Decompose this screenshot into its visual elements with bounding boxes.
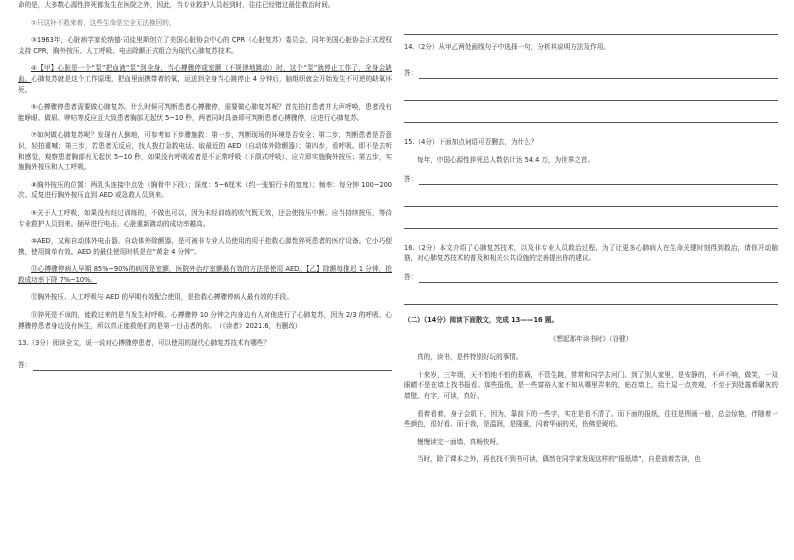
paragraph-10 <box>18 264 392 285</box>
underlined-sentence-jia: ④【甲】心脏是一个“泵”把血液“泵”到全身，当心搏骤停或室颤（不规律地跳动）时，这个“泵”就停止工作了，全身会缺血。 <box>18 64 392 83</box>
prose-title: 《想起那年读书时》（谷健） <box>549 334 633 343</box>
section-heading: （二）（14分）阅读下面散文，完成 13——16 题。 <box>404 315 559 324</box>
paragraph-7: ⑧胸外按压的位置：两乳头连接中点处（胸骨中下段）；深度：5~6厘米（约一张银行卡的宽度）；频率：每分钟 100~200 次。反复进行胸外按压直到 AED 或急救人员到来。 <box>18 180 392 200</box>
question-14: 14.（2分）从甲乙两处画线句子中选择一句，分析其说明方法及作用。 <box>404 43 610 51</box>
paragraph-6: ⑦如何做心肺复苏呢？发现有人倒地，可参考如下步骤施救：第一步，判断现场的环境是否安全；第二步，判断患者是否意识，轻拍重喊；第三步，若患者无反应，找人拨打急救电话、取最近的 AED（自动体外除颤器）；第四步，看呼吸。即不是去听和感觉，观察患者胸部有无起伏 5~10 秒，如果没有呼吸或者是不正常呼吸（下颌式呼吸），应立即实施胸外按压；第五步，实施胸外按压和人工呼吸。 <box>18 131 392 172</box>
answer-line-16[interactable] <box>404 271 778 283</box>
answer-label: 答： <box>404 273 418 282</box>
prose-paragraph-3: 看着看着，身子会肌下，因为，靠前下的一些字，实在是看不清了。而下面的报纸，往往是图画一般，总会惊艳，伴随着一些颜色，很好看。而于我，是温润，是隆重，闪着华丽的光，伤佛是琥珀。 <box>404 409 778 429</box>
paragraph-3: ③1963年，心脏病学家伦纳德·司徒里斯创立了美国心脏协会中心的 CPR（心脏复苏）委员会，同年美国心脏协会正式授权支持 CPR，胸外按压、人工呼吸、电击除颤正式组合为现代心肺复苏技术。 <box>18 36 392 55</box>
paragraph-9: ⑩AED，又称自动体外电击器、自动体外除颤器，是可被非专业人员使用的用于抢救心源性猝死患者的医疗设备。它小巧便携，使用简单有效。AED 的最佳使用时机是在“黄金 4 分钟”。 <box>18 237 392 256</box>
prose-paragraph-1: 真的，读书，是件特别好玩的事情。 <box>417 353 523 362</box>
answer-line-14[interactable] <box>404 67 778 79</box>
answer-line-16b[interactable] <box>404 290 778 305</box>
answer-blank[interactable] <box>33 361 392 371</box>
answer-label: 答： <box>404 69 418 77</box>
question-15: 15.（4分）下面加点词语可否删去，为什么？ <box>404 137 538 146</box>
answer-blank[interactable] <box>419 69 778 79</box>
paragraph-8: ⑨关于人工呼吸，如果没有经过训练的，不做也可以，因为未经训练的吹气既无效，还会使按压中断。应当持续按压，等待专业救护人员到来。插早进行电击，心脏重新跳动的成功率越高。 <box>18 208 392 228</box>
prose-paragraph-2: 十来岁，三年级，天不怕地不怕的惹祸，不管生跳，常常和同学去河门。到了别人家里，是安静的，不声不响，做笑，一双眼睛不是在墙上找书报看。那些报纸，是一些富裕人家不知从哪里弄来的，贴在墙上，给土屋一点亮观，不至于到处露着碾灰的墙壁。有字，可读，真好。 <box>404 370 778 400</box>
paragraph-12: ⑬猝死是不该的，能救过来的是当发生时呼吸、心搏骤停 10 分钟之内身边有人对他进行了心肺复苏，因为 2/3 的呼吸、心搏骤停患者身边没有医生，所以真正能救他们的是第一目击者的你。 （《读者》2021.6，有删改） <box>18 311 392 330</box>
answer-line-14b[interactable] <box>404 86 778 101</box>
paragraph-2: ②只这补不救来着，这些生命是完全无法挽回的。 <box>31 18 176 27</box>
answer-label: 答： <box>18 361 32 370</box>
paragraph-5: ⑤心搏骤停患者需要做心肺复苏。什么时候可判断患者心搏骤停，需要做心肺复苏呢？首先拍打患者并大声呼唤，患者没有能睁眼、做眉、咿咕等反应且大致患者胸部无起伏 5~10 秒，两者同时具备即可判断患者心搏骤停，应进行心肺复苏。 <box>18 103 392 122</box>
answer-line-15b[interactable] <box>404 192 778 207</box>
left-column <box>18 0 392 378</box>
prose-paragraph-5: 当时，除了课本之外，再也找不到书可读，偶然在同学家发现这样的“报纸墙”，自是放着苦读，也 <box>417 455 701 464</box>
answer-blank[interactable] <box>419 273 778 283</box>
underlined-sentence-yi: ⑪心搏骤停病人早期 85%~90%的病因是室颤，医院外治疗室颤最有效的方法是使用 AED。【乙】除颤每推迟 1 分钟，抢救成功率下降 7%~10%。 <box>18 265 392 284</box>
question-16: 16.（2分）本文介绍了心肺复苏技术，以及非专业人员救治过程，为了让更多心肺病人在生命关键时刻得到救治，请你开动脑筋，对心肺复苏技术的普及和相关公共设施的完善提出你的建议。 <box>404 243 778 263</box>
paragraph-4 <box>18 63 392 95</box>
answer-blank[interactable] <box>419 175 778 185</box>
answer-line-15c[interactable] <box>404 214 778 229</box>
paragraph-11: ⑫胸外按压、人工呼吸与 AED 的早期有效配合使用，是抢救心搏骤停病人最有效的手段。 <box>31 293 293 302</box>
right-column <box>404 0 778 472</box>
answer-line-15[interactable] <box>404 173 778 185</box>
answer-label: 答： <box>404 175 418 184</box>
paragraph-1: 命的是，大多数心源性猝死都发生在医院之外，因此，当专业救护人员赶到时，往往已经错过最佳救治时间。 <box>18 1 335 9</box>
answer-line-13-cont[interactable] <box>404 20 778 35</box>
question-15-quote: 每年，中国心源性猝死总人数估计达 54.4 万，为世界之首。 <box>417 156 595 165</box>
question-13: 13.（3分）阅读全文，说一说对心搏骤停患者，可以使用的现代心肺复苏技术有哪些？ <box>18 339 271 348</box>
answer-line-13[interactable] <box>18 359 392 371</box>
paragraph-4-rest: 心肺复苏就是这个工作原理，把血里面携带着的氧，运送到全身当心跳停止 4 分钟后，脑组织就会开始发生不可逆的缺氧坏死。 <box>18 74 392 94</box>
prose-paragraph-4: 慢慢读完一面墙，真畅快呀。 <box>417 437 503 446</box>
answer-line-14c[interactable] <box>404 108 778 123</box>
